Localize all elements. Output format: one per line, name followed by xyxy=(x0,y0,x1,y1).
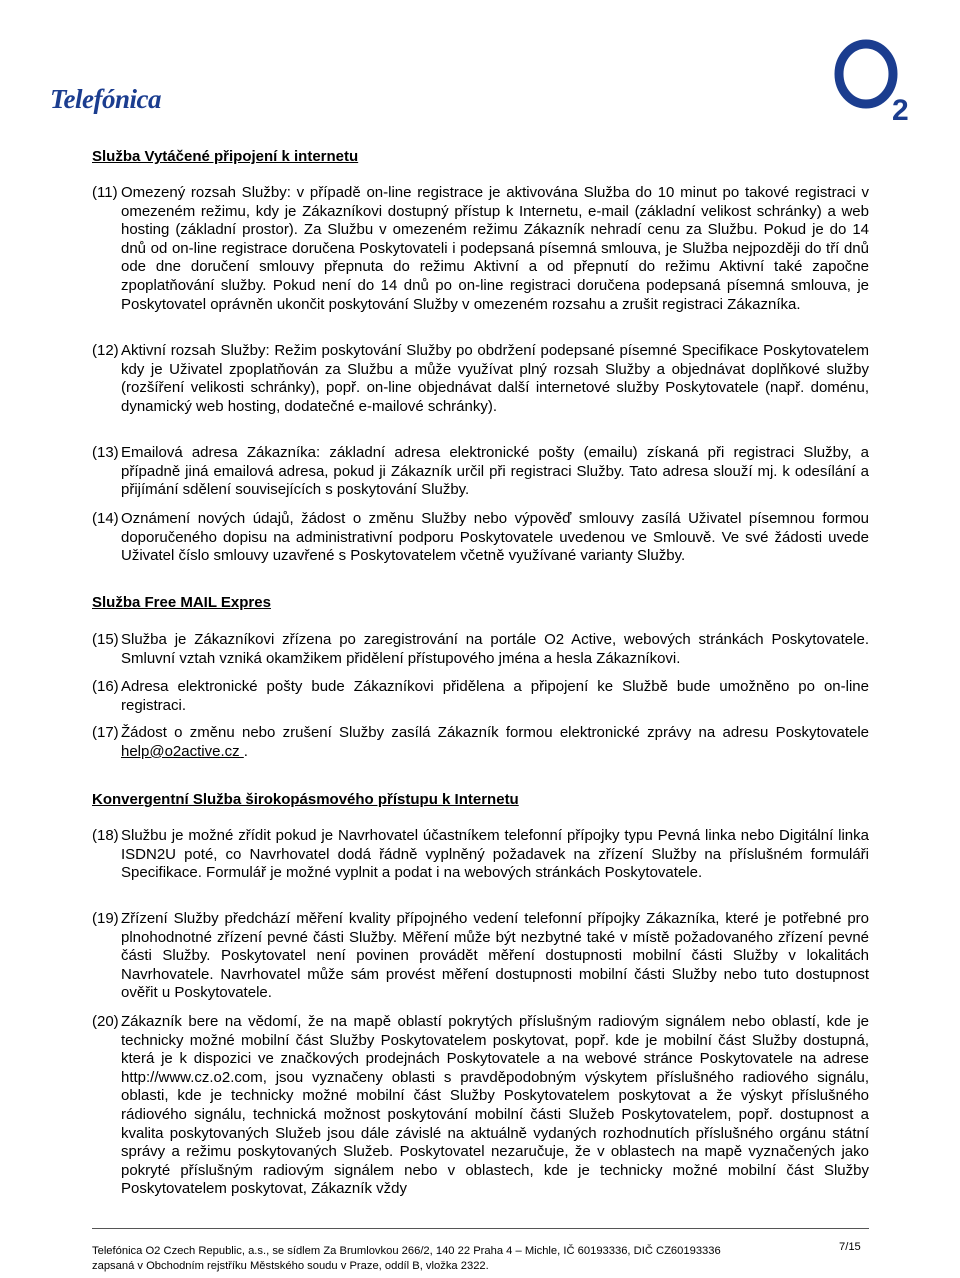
clause-number: (19) xyxy=(92,910,119,927)
o2-logo xyxy=(834,34,918,124)
clause-number: (16) xyxy=(92,678,119,695)
clause-text: Emailová adresa Zákazníka: základní adresa elektronické pošty (emailu) získaná při registraci Služby, a případně jiná emailová adresa, pokud ji Zákazník určil při registraci Služby. Tato adresa slouží mj. k odesílání a přijímání sdělení souvisejících s poskytování Služby. xyxy=(121,444,869,499)
clause-number: (12) xyxy=(92,342,119,359)
clause-text: Službu je možné zřídit pokud je Navrhovatel účastníkem telefonní přípojky typu Pevná linka nebo Digitální linka ISDN2U poté, co Navrhovatel dodá řádně vyplněný požadavek na zřízení Služby na příslušném formuláři Specifikace. Formulář je možné vyplnit a podat i na webových stránkách Poskytovatele. xyxy=(121,827,869,882)
clause-number: (17) xyxy=(92,724,119,741)
clause-17 xyxy=(92,724,869,761)
clause-number: (13) xyxy=(92,444,119,461)
clause-18 xyxy=(92,827,869,883)
clause-12 xyxy=(92,342,869,416)
footer-divider xyxy=(92,1228,869,1229)
clause-text: Zřízení Služby předchází měření kvality přípojného vedení telefonní přípojky Zákazníka, které je potřebné pro plnohodnotné zřízení pevné části Služby. Měření může být nezbytné také v místě požadovaného zřízení pevné části Služby. Poskytovatel není povinen provádět měření dostupnosti mobilní části Služby v lokalitách Navrhovatele. Navrhovatel může sám provést měření dostupnosti mobilní části Služby nebo tuto dostupnost ověřit u Poskytovatele. xyxy=(121,910,869,1002)
email-link[interactable]: help@o2active.cz xyxy=(121,742,244,760)
clause-20 xyxy=(92,1013,869,1199)
clause-15 xyxy=(92,631,869,668)
clause-14 xyxy=(92,510,869,566)
footer-company-line: Telefónica O2 Czech Republic, a.s., se sídlem Za Brumlovkou 266/2, 140 22 Praha 4 – Michle, IČ 60193336, DIČ CZ60193336 xyxy=(92,1245,721,1257)
footer xyxy=(92,1244,721,1273)
clause-text xyxy=(121,724,869,761)
clause-number: (15) xyxy=(92,631,119,648)
clause-text: Omezený rozsah Služby: v případě on-line registrace je aktivována Služba do 10 minut po takové registraci v omezeném režimu, kdy je Zákazníkovi dostupný přístup k Internetu, e-mail (základní velikost schránky) a web hosting (základní prostor). Za Službu v omezeném režimu Zákazník nehradí cenu za Službu. Pokud je do 14 dnů od on-line registrace doručena Poskytovateli i podepsaná písemná smlouva, je Služba nejpozději do tří dnů ode dne doručení smlouvy přepnuta do režimu Aktivní a od přepnutí do režimu Aktivní také započne zpoplatňování služby. Pokud není do 14 dnů po on-line registraci doručena podepsaná písemná smlouva, je Poskytovatel oprávněn ukončit poskytování Služby v omezeném rozsahu a zrušit registraci Zákazníka. xyxy=(121,184,869,313)
footer-registry-line: zapsaná v Obchodním rejstříku Městského soudu v Praze, oddíl B, vložka 2322. xyxy=(92,1259,489,1272)
clause-16 xyxy=(92,678,869,715)
section-heading-free-mail: Služba Free MAIL Expres xyxy=(92,594,271,611)
clause-number: (14) xyxy=(92,510,119,527)
clause-11 xyxy=(92,184,869,314)
clause-text: Služba je Zákazníkovi zřízena po zaregistrování na portále O2 Active, webových stránkách Poskytovatele. Smluvní vztah vzniká okamžikem přidělení přístupového jména a hesla Zákazníkovi. xyxy=(121,631,869,667)
clause-number: (20) xyxy=(92,1013,119,1030)
clause-number: (11) xyxy=(92,184,118,201)
clause-13 xyxy=(92,444,869,500)
clause-number: (18) xyxy=(92,827,119,844)
clause-text-before-link: Žádost o změnu nebo zrušení Služby zasílá Zákazník formou elektronické zprávy na adresu Poskytovatele xyxy=(121,724,869,741)
clause-text: Aktivní rozsah Služby: Režim poskytování Služby po obdržení podepsané písemné Specifikace Poskytovatelem kdy je Uživatel zpoplatňován za Službu a může využívat plný rozsah Služby a objednávat doplňkové služby (rozšíření velikosti schránky), popř. on-line objednávat další internetové služby Poskytovatele (např. doménu, dynamický web hosting, dodatečné e-mailové schránky). xyxy=(121,342,869,415)
section-heading-convergent: Konvergentní Služba širokopásmového přístupu k Internetu xyxy=(92,791,519,808)
section-heading-dial-up: Služba Vytáčené připojení k internetu xyxy=(92,148,359,165)
telefonica-logo: Telefónica xyxy=(50,84,161,114)
svg-text:2: 2 xyxy=(892,94,909,124)
clause-text: Oznámení nových údajů, žádost o změnu Služby nebo výpověď smlouvy zasílá Uživatel písemnou formou doporučeného dopisu na administrativní podporu Poskytovatele uvedenou ve Smlouvě. Ve své žádosti uvede Uživatel číslo smlouvy uzavřené s Poskytovatelem včetně využívané varianty Služby. xyxy=(121,510,869,565)
clause-19 xyxy=(92,910,869,1003)
page-number: 7/15 xyxy=(839,1241,861,1253)
clause-text: Zákazník bere na vědomí, že na mapě oblastí pokrytých příslušným radiovým signálem nebo oblastí, kde je technicky možné mobilní část Služby Poskytovatelem poskytovat, popř. kde je mobilní část Služby dostupná, která je k dispozici ve značkových prodejnách Poskytovatele a na webové stránce Poskytovatele na adrese http://www.cz.o2.com, jsou vyznačeny oblasti s pravděpodobným výskytem příslušného radiového signálu, oblasti, kde je technicky možné mobilní část Služby Poskytovatelem poskytovat a že výskyt příslušného rádiového signálu, technická možnost poskytování mobilní části Služeb Poskytovatelem, popř. dostupnost a kvalita poskytovaných Služeb jsou dále závislé na aktuálně vydaných rozhodnutích příslušného orgánu státní správy a režimu poskytovaných Služeb. Poskytovatel nezaručuje, že v oblastech na mapě vyznačených jako pokryté příslušným radiovým signálem nebo v oblastech, kde je technicky možné mobilní část Služby Poskytovatelem poskytovat, Zákazník vždy xyxy=(121,1013,869,1198)
clause-text-after-link: . xyxy=(243,742,248,760)
clause-text: Adresa elektronické pošty bude Zákazníkovi přidělena a připojení ke Službě bude umožněno po on-line registraci. xyxy=(121,678,869,714)
